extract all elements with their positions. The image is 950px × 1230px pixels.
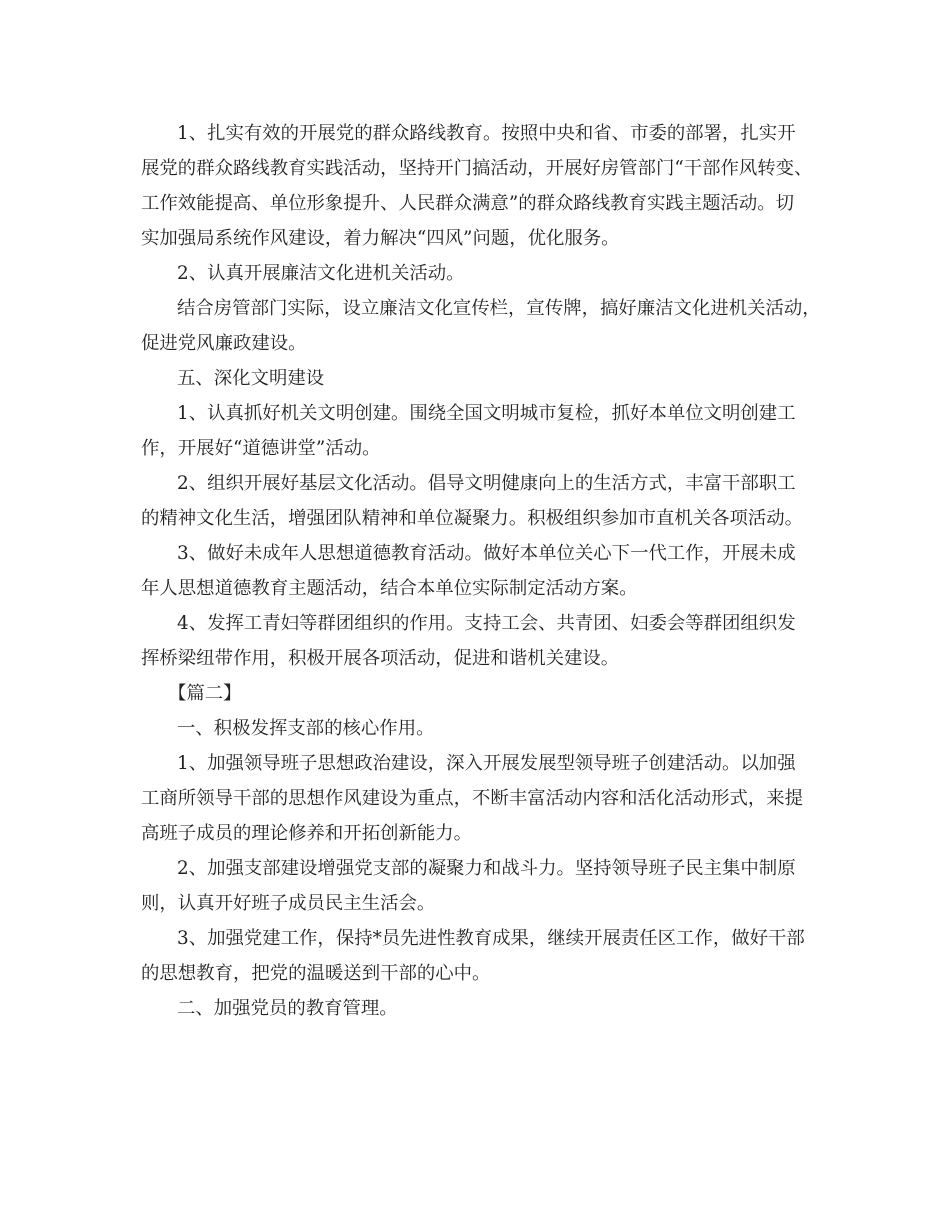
para-11-line-2: 工商所领导干部的思想作风建设为重点，不断丰富活动内容和活化活动形式，来提 bbox=[141, 788, 804, 809]
para-3-line-1: 结合房管部门实际，设立廉洁文化宣传栏，宣传牌，搞好廉洁文化进机关活动， bbox=[177, 298, 821, 319]
para-13-line-2: 的思想教育，把党的温暖送到干部的心中。 bbox=[141, 963, 491, 984]
section-heading-2: 二、加强党员的教育管理。 bbox=[177, 998, 398, 1019]
para-7-line-2: 年人思想道德教育主题活动，结合本单位实际制定活动方案。 bbox=[141, 578, 638, 599]
para-1-line-1: 1、扎实有效的开展党的群众路线教育。按照中央和省、市委的部署，扎实开 bbox=[177, 123, 796, 144]
para-1-line-2: 展党的群众路线教育实践活动，坚持开门搞活动，开展好房管部门“干部作风转变、 bbox=[141, 158, 813, 179]
para-5-line-1: 1、认真抓好机关文明创建。围绕全国文明城市复检，抓好本单位文明创建工 bbox=[177, 403, 796, 424]
section-heading-part-two: 【篇二】 bbox=[168, 683, 242, 704]
para-8-line-1: 4、发挥工青妇等群团组织的作用。支持工会、共青团、妇委会等群团组织发 bbox=[177, 613, 796, 634]
para-1-line-3: 工作效能提高、单位形象提升、人民群众满意”的群众路线教育实践主题活动。切 bbox=[141, 193, 795, 214]
para-11-line-3: 高班子成员的理论修养和开拓创新能力。 bbox=[141, 823, 473, 844]
para-6-line-2: 的精神文化生活，增强团队精神和单位凝聚力。积极组织参加市直机关各项活动。 bbox=[141, 508, 804, 529]
para-12-line-1: 2、加强支部建设增强党支部的凝聚力和战斗力。坚持领导班子民主集中制原 bbox=[177, 858, 796, 879]
para-12-line-2: 则，认真开好班子成员民主生活会。 bbox=[141, 893, 436, 914]
para-2-line-1: 2、认真开展廉洁文化进机关活动。 bbox=[177, 263, 465, 284]
para-6-line-1: 2、组织开展好基层文化活动。倡导文明健康向上的生活方式，丰富干部职工 bbox=[177, 473, 796, 494]
para-1-line-4: 实加强局系统作风建设，着力解决“四风”问题，优化服务。 bbox=[141, 228, 620, 249]
section-heading-1: 一、积极发挥支部的核心作用。 bbox=[177, 718, 435, 739]
para-3-line-2: 促进党风廉政建设。 bbox=[141, 333, 307, 354]
para-7-line-1: 3、做好未成年人思想道德教育活动。做好本单位关心下一代工作，开展未成 bbox=[177, 543, 796, 564]
para-13-line-1: 3、加强党建工作，保持*员先进性教育成果，继续开展责任区工作，做好干部 bbox=[177, 928, 805, 949]
para-5-line-2: 作，开展好“道德讲堂”活动。 bbox=[141, 438, 381, 459]
section-heading-5: 五、深化文明建设 bbox=[177, 368, 325, 389]
para-8-line-2: 挥桥梁纽带作用，积极开展各项活动，促进和谐机关建设。 bbox=[141, 648, 620, 669]
para-11-line-1: 1、加强领导班子思想政治建设，深入开展发展型领导班子创建活动。以加强 bbox=[177, 753, 796, 774]
